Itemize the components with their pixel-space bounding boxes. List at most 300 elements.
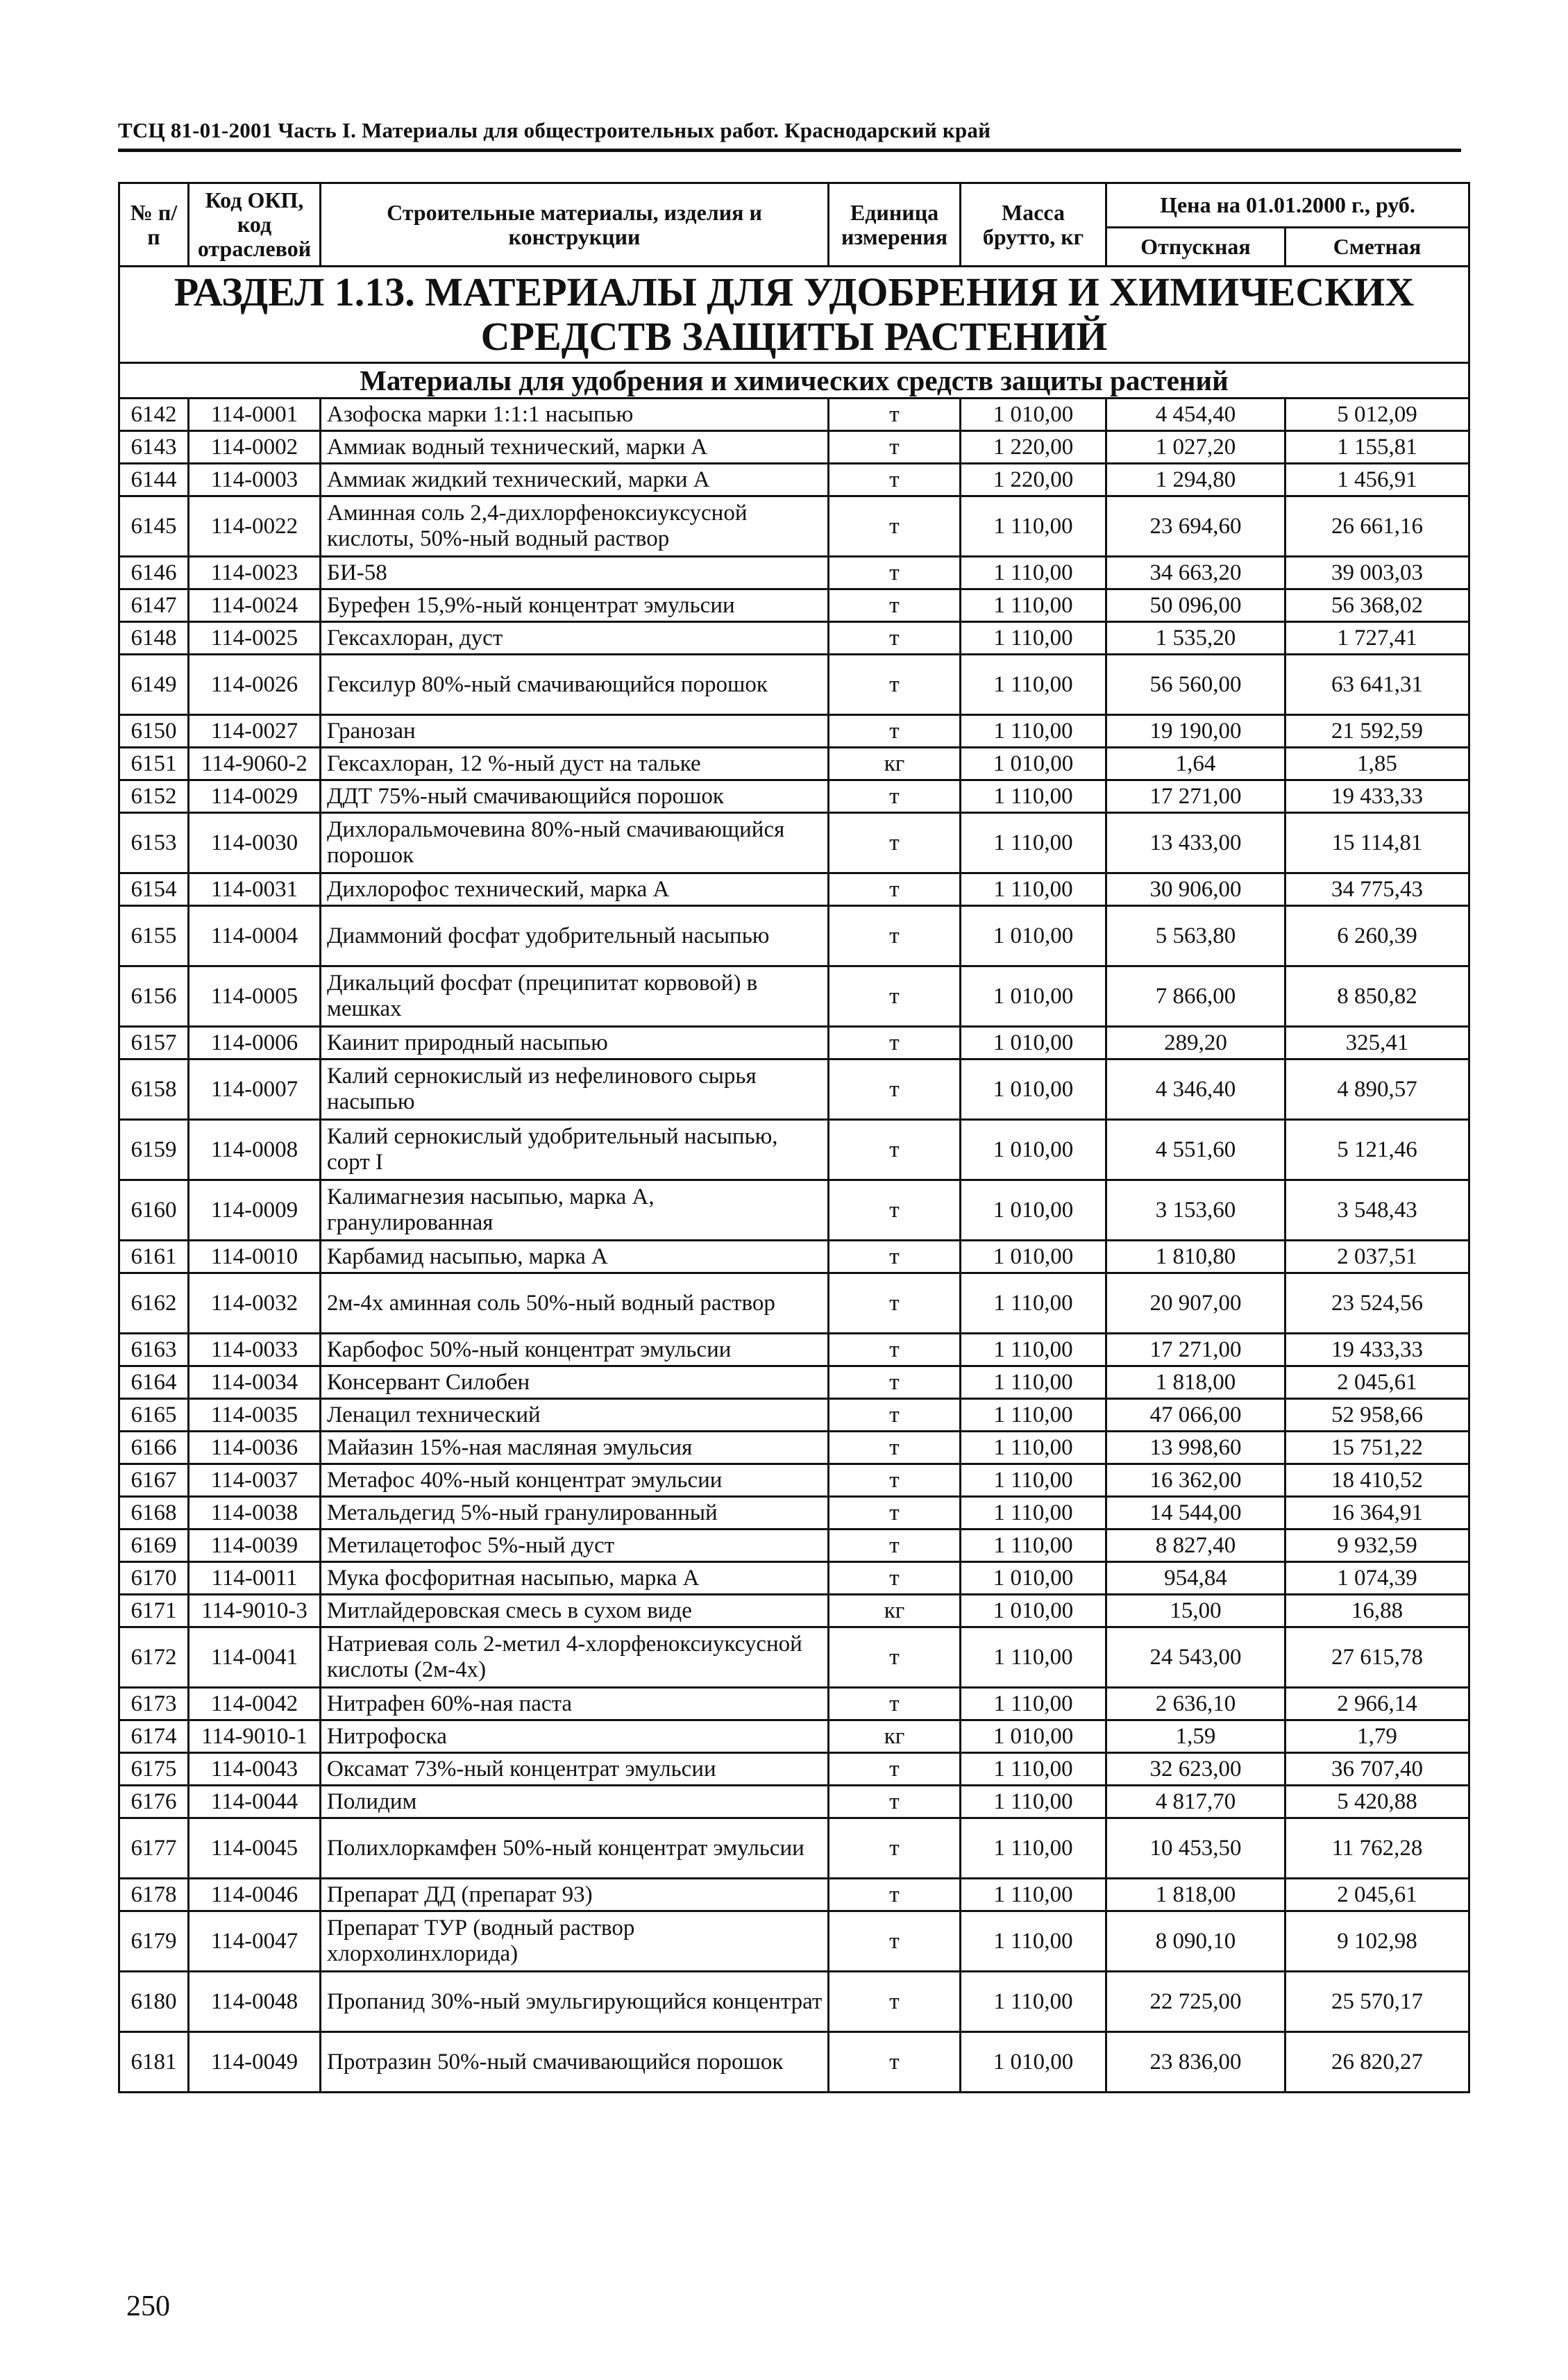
cell-unit: т — [829, 1753, 961, 1786]
cell-mass: 1 010,00 — [961, 399, 1106, 431]
cell-release: 19 190,00 — [1106, 715, 1285, 748]
table-row — [119, 1464, 1469, 1497]
cell-code: 114-0024 — [189, 589, 321, 622]
cell-release: 7 866,00 — [1106, 966, 1285, 1027]
cell-name: Дикальций фосфат (преципитат корвовой) в мешках — [321, 966, 829, 1027]
cell-release: 13 433,00 — [1106, 813, 1285, 873]
cell-estimate: 5 121,46 — [1285, 1120, 1469, 1180]
cell-name: Нитрофоска — [321, 1720, 829, 1753]
cell-estimate: 1,79 — [1285, 1720, 1469, 1753]
cell-num: 6148 — [119, 622, 189, 655]
cell-release: 1 810,80 — [1106, 1241, 1285, 1273]
col-header-name: Строительные материалы, изделия и конструкции — [321, 183, 829, 267]
cell-num: 6174 — [119, 1720, 189, 1753]
cell-unit: т — [829, 906, 961, 966]
cell-code: 114-0042 — [189, 1688, 321, 1720]
cell-name: Аммиак водный технический, марки А — [321, 431, 829, 464]
cell-estimate: 34 775,43 — [1285, 873, 1469, 906]
cell-unit: т — [829, 496, 961, 557]
cell-estimate: 1,85 — [1285, 748, 1469, 780]
cell-unit: т — [829, 1497, 961, 1530]
cell-mass: 1 110,00 — [961, 813, 1106, 873]
cell-release: 50 096,00 — [1106, 589, 1285, 622]
cell-num: 6179 — [119, 1911, 189, 1972]
cell-release: 4 551,60 — [1106, 1120, 1285, 1180]
cell-code: 114-0001 — [189, 399, 321, 431]
cell-unit: т — [829, 399, 961, 431]
table-row — [119, 589, 1469, 622]
cell-name: Диаммоний фосфат удобрительный насыпью — [321, 906, 829, 966]
cell-release: 1 294,80 — [1106, 464, 1285, 496]
table-row — [119, 1497, 1469, 1530]
cell-code: 114-0025 — [189, 622, 321, 655]
cell-unit: т — [829, 873, 961, 906]
table-row — [119, 1879, 1469, 1911]
cell-mass: 1 110,00 — [961, 780, 1106, 813]
col-header-mass: Масса брутто, кг — [961, 183, 1106, 267]
cell-mass: 1 110,00 — [961, 1334, 1106, 1366]
cell-name: Митлайдеровская смесь в сухом виде — [321, 1595, 829, 1627]
cell-mass: 1 010,00 — [961, 1241, 1106, 1273]
cell-estimate: 52 958,66 — [1285, 1399, 1469, 1432]
cell-estimate: 9 932,59 — [1285, 1530, 1469, 1562]
cell-code: 114-0046 — [189, 1879, 321, 1911]
table-row — [119, 748, 1469, 780]
cell-num: 6166 — [119, 1432, 189, 1464]
cell-num: 6175 — [119, 1753, 189, 1786]
cell-mass: 1 010,00 — [961, 906, 1106, 966]
cell-num: 6149 — [119, 655, 189, 715]
cell-name: Метальдегид 5%-ный гранулированный — [321, 1497, 829, 1530]
table-row — [119, 1334, 1469, 1366]
cell-num: 6154 — [119, 873, 189, 906]
cell-num: 6176 — [119, 1786, 189, 1818]
cell-estimate: 11 762,28 — [1285, 1818, 1469, 1879]
cell-estimate: 15 114,81 — [1285, 813, 1469, 873]
cell-mass: 1 110,00 — [961, 1530, 1106, 1562]
cell-code: 114-9010-1 — [189, 1720, 321, 1753]
cell-unit: т — [829, 1334, 961, 1366]
table-row — [119, 1530, 1469, 1562]
cell-code: 114-0031 — [189, 873, 321, 906]
cell-release: 17 271,00 — [1106, 780, 1285, 813]
cell-unit: т — [829, 1059, 961, 1120]
cell-release: 4 346,40 — [1106, 1059, 1285, 1120]
cell-release: 1,59 — [1106, 1720, 1285, 1753]
header-rule — [118, 149, 1461, 152]
cell-code: 114-0011 — [189, 1562, 321, 1595]
cell-code: 114-0038 — [189, 1497, 321, 1530]
cell-mass: 1 110,00 — [961, 1366, 1106, 1399]
cell-mass: 1 010,00 — [961, 1180, 1106, 1241]
cell-release: 1 818,00 — [1106, 1879, 1285, 1911]
cell-unit: т — [829, 813, 961, 873]
cell-mass: 1 010,00 — [961, 966, 1106, 1027]
cell-release: 13 998,60 — [1106, 1432, 1285, 1464]
cell-estimate: 5 012,09 — [1285, 399, 1469, 431]
col-header-num: № п/п — [119, 183, 189, 267]
table-row — [119, 431, 1469, 464]
cell-mass: 1 110,00 — [961, 1879, 1106, 1911]
cell-unit: т — [829, 557, 961, 589]
cell-estimate: 9 102,98 — [1285, 1911, 1469, 1972]
cell-unit: т — [829, 1027, 961, 1059]
cell-name: Метилацетофос 5%-ный дуст — [321, 1530, 829, 1562]
cell-code: 114-0035 — [189, 1399, 321, 1432]
cell-mass: 1 010,00 — [961, 1120, 1106, 1180]
cell-release: 8 827,40 — [1106, 1530, 1285, 1562]
cell-release: 20 907,00 — [1106, 1273, 1285, 1334]
cell-code: 114-0032 — [189, 1273, 321, 1334]
cell-mass: 1 010,00 — [961, 748, 1106, 780]
cell-name: Нитрафен 60%-ная паста — [321, 1688, 829, 1720]
table-row — [119, 655, 1469, 715]
cell-code: 114-0009 — [189, 1180, 321, 1241]
cell-name: Гексахлоран, дуст — [321, 622, 829, 655]
cell-estimate: 15 751,22 — [1285, 1432, 1469, 1464]
cell-name: ДДТ 75%-ный смачивающийся порошок — [321, 780, 829, 813]
cell-estimate: 27 615,78 — [1285, 1627, 1469, 1688]
cell-name: БИ-58 — [321, 557, 829, 589]
materials-table — [118, 182, 1470, 2093]
cell-estimate: 56 368,02 — [1285, 589, 1469, 622]
cell-code: 114-0022 — [189, 496, 321, 557]
table-row — [119, 1972, 1469, 2032]
cell-code: 114-0008 — [189, 1120, 321, 1180]
cell-name: Калий сернокислый удобрительный насыпью, сорт I — [321, 1120, 829, 1180]
cell-estimate: 26 820,27 — [1285, 2032, 1469, 2093]
cell-num: 6177 — [119, 1818, 189, 1879]
cell-num: 6153 — [119, 813, 189, 873]
cell-name: Полидим — [321, 1786, 829, 1818]
table-row — [119, 1027, 1469, 1059]
cell-release: 954,84 — [1106, 1562, 1285, 1595]
cell-unit: т — [829, 1399, 961, 1432]
cell-num: 6142 — [119, 399, 189, 431]
cell-unit: т — [829, 1786, 961, 1818]
cell-code: 114-0010 — [189, 1241, 321, 1273]
page-number: 250 — [126, 2290, 170, 2322]
cell-code: 114-0006 — [189, 1027, 321, 1059]
cell-num: 6152 — [119, 780, 189, 813]
col-header-release: Отпускная — [1106, 228, 1285, 267]
table-row — [119, 1720, 1469, 1753]
cell-mass: 1 110,00 — [961, 1627, 1106, 1688]
cell-release: 34 663,20 — [1106, 557, 1285, 589]
cell-mass: 1 110,00 — [961, 1818, 1106, 1879]
table-row — [119, 496, 1469, 557]
cell-num: 6157 — [119, 1027, 189, 1059]
cell-release: 10 453,50 — [1106, 1818, 1285, 1879]
cell-name: Карбамид насыпью, марка А — [321, 1241, 829, 1273]
cell-estimate: 1 456,91 — [1285, 464, 1469, 496]
cell-name: Препарат ТУР (водный раствор хлорхолинхлорида) — [321, 1911, 829, 1972]
cell-mass: 1 110,00 — [961, 1753, 1106, 1786]
cell-unit: т — [829, 1972, 961, 2032]
table-row — [119, 1366, 1469, 1399]
cell-num: 6172 — [119, 1627, 189, 1688]
cell-code: 114-0036 — [189, 1432, 321, 1464]
cell-release: 14 544,00 — [1106, 1497, 1285, 1530]
cell-name: Бурефен 15,9%-ный концентрат эмульсии — [321, 589, 829, 622]
table-row — [119, 813, 1469, 873]
cell-num: 6170 — [119, 1562, 189, 1595]
cell-release: 24 543,00 — [1106, 1627, 1285, 1688]
cell-name: Метафос 40%-ный концентрат эмульсии — [321, 1464, 829, 1497]
cell-name: Гексахлоран, 12 %-ный дуст на тальке — [321, 748, 829, 780]
cell-unit: т — [829, 2032, 961, 2093]
cell-mass: 1 110,00 — [961, 1432, 1106, 1464]
cell-estimate: 25 570,17 — [1285, 1972, 1469, 2032]
cell-num: 6165 — [119, 1399, 189, 1432]
cell-estimate: 16 364,91 — [1285, 1497, 1469, 1530]
cell-unit: т — [829, 1464, 961, 1497]
cell-name: Дихлоральмочевина 80%-ный смачивающийся порошок — [321, 813, 829, 873]
table-row — [119, 1627, 1469, 1688]
cell-release: 4 817,70 — [1106, 1786, 1285, 1818]
cell-release: 23 836,00 — [1106, 2032, 1285, 2093]
table-row — [119, 1911, 1469, 1972]
cell-estimate: 2 045,61 — [1285, 1879, 1469, 1911]
cell-num: 6161 — [119, 1241, 189, 1273]
cell-estimate: 26 661,16 — [1285, 496, 1469, 557]
cell-release: 15,00 — [1106, 1595, 1285, 1627]
cell-unit: кг — [829, 1720, 961, 1753]
cell-code: 114-0030 — [189, 813, 321, 873]
table-row — [119, 1273, 1469, 1334]
cell-name: Оксамат 73%-ный концентрат эмульсии — [321, 1753, 829, 1786]
cell-estimate: 21 592,59 — [1285, 715, 1469, 748]
cell-unit: т — [829, 1120, 961, 1180]
cell-unit: т — [829, 1562, 961, 1595]
cell-release: 4 454,40 — [1106, 399, 1285, 431]
cell-name: Аминная соль 2,4-дихлорфеноксиуксусной кислоты, 50%-ный водный раствор — [321, 496, 829, 557]
cell-name: 2м-4х аминная соль 50%-ный водный раствор — [321, 1273, 829, 1334]
table-row — [119, 1432, 1469, 1464]
cell-estimate: 3 548,43 — [1285, 1180, 1469, 1241]
cell-mass: 1 110,00 — [961, 1497, 1106, 1530]
cell-code: 114-0044 — [189, 1786, 321, 1818]
cell-num: 6180 — [119, 1972, 189, 2032]
table-row — [119, 399, 1469, 431]
cell-mass: 1 110,00 — [961, 496, 1106, 557]
cell-num: 6164 — [119, 1366, 189, 1399]
cell-code: 114-9010-3 — [189, 1595, 321, 1627]
cell-name: Гранозан — [321, 715, 829, 748]
cell-mass: 1 010,00 — [961, 1595, 1106, 1627]
table-row — [119, 464, 1469, 496]
cell-unit: т — [829, 1818, 961, 1879]
cell-release: 16 362,00 — [1106, 1464, 1285, 1497]
cell-code: 114-0004 — [189, 906, 321, 966]
cell-name: Протразин 50%-ный смачивающийся порошок — [321, 2032, 829, 2093]
cell-code: 114-0033 — [189, 1334, 321, 1366]
cell-estimate: 1 155,81 — [1285, 431, 1469, 464]
cell-num: 6162 — [119, 1273, 189, 1334]
cell-estimate: 325,41 — [1285, 1027, 1469, 1059]
cell-mass: 1 110,00 — [961, 1972, 1106, 2032]
cell-estimate: 5 420,88 — [1285, 1786, 1469, 1818]
cell-num: 6181 — [119, 2032, 189, 2093]
cell-code: 114-0023 — [189, 557, 321, 589]
cell-estimate: 18 410,52 — [1285, 1464, 1469, 1497]
cell-estimate: 23 524,56 — [1285, 1273, 1469, 1334]
cell-release: 1 535,20 — [1106, 622, 1285, 655]
cell-name: Натриевая соль 2-метил 4-хлорфеноксиуксусной кислоты (2м-4х) — [321, 1627, 829, 1688]
cell-unit: т — [829, 966, 961, 1027]
cell-unit: т — [829, 1530, 961, 1562]
cell-num: 6158 — [119, 1059, 189, 1120]
cell-name: Калимагнезия насыпью, марка А, гранулированная — [321, 1180, 829, 1241]
col-header-price: Цена на 01.01.2000 г., руб. — [1106, 183, 1469, 228]
cell-code: 114-0045 — [189, 1818, 321, 1879]
cell-estimate: 6 260,39 — [1285, 906, 1469, 966]
cell-mass: 1 110,00 — [961, 1273, 1106, 1334]
section-title: РАЗДЕЛ 1.13. МАТЕРИАЛЫ ДЛЯ УДОБРЕНИЯ И ХИМИЧЕСКИХ СРЕДСТВ ЗАЩИТЫ РАСТЕНИЙ — [119, 267, 1469, 363]
cell-release: 1,64 — [1106, 748, 1285, 780]
cell-code: 114-0048 — [189, 1972, 321, 2032]
cell-mass: 1 220,00 — [961, 464, 1106, 496]
cell-estimate: 36 707,40 — [1285, 1753, 1469, 1786]
cell-unit: т — [829, 1688, 961, 1720]
cell-mass: 1 110,00 — [961, 1911, 1106, 1972]
cell-release: 2 636,10 — [1106, 1688, 1285, 1720]
cell-num: 6155 — [119, 906, 189, 966]
cell-release: 1 818,00 — [1106, 1366, 1285, 1399]
cell-mass: 1 110,00 — [961, 1464, 1106, 1497]
table-row — [119, 1241, 1469, 1273]
table-row — [119, 1120, 1469, 1180]
cell-release: 32 623,00 — [1106, 1753, 1285, 1786]
cell-name: Дихлорофос технический, марка А — [321, 873, 829, 906]
cell-unit: т — [829, 1911, 961, 1972]
cell-unit: кг — [829, 1595, 961, 1627]
cell-mass: 1 110,00 — [961, 1688, 1106, 1720]
document-header: ТСЦ 81-01-2001 Часть I. Материалы для общестроительных работ. Краснодарский край — [118, 118, 991, 142]
cell-num: 6156 — [119, 966, 189, 1027]
cell-release: 3 153,60 — [1106, 1180, 1285, 1241]
cell-estimate: 63 641,31 — [1285, 655, 1469, 715]
table-row — [119, 1562, 1469, 1595]
cell-mass: 1 110,00 — [961, 589, 1106, 622]
cell-code: 114-0026 — [189, 655, 321, 715]
table-row — [119, 1818, 1469, 1879]
col-header-code: Код ОКП, код отраслевой — [189, 183, 321, 267]
cell-code: 114-0047 — [189, 1911, 321, 1972]
cell-estimate: 8 850,82 — [1285, 966, 1469, 1027]
cell-estimate: 2 966,14 — [1285, 1688, 1469, 1720]
cell-estimate: 2 045,61 — [1285, 1366, 1469, 1399]
cell-num: 6150 — [119, 715, 189, 748]
cell-code: 114-0043 — [189, 1753, 321, 1786]
cell-code: 114-0005 — [189, 966, 321, 1027]
cell-name: Азофоска марки 1:1:1 насыпью — [321, 399, 829, 431]
cell-estimate: 1 727,41 — [1285, 622, 1469, 655]
cell-num: 6178 — [119, 1879, 189, 1911]
cell-name: Консервант Силобен — [321, 1366, 829, 1399]
table-row — [119, 780, 1469, 813]
cell-release: 5 563,80 — [1106, 906, 1285, 966]
cell-mass: 1 110,00 — [961, 715, 1106, 748]
cell-num: 6171 — [119, 1595, 189, 1627]
cell-name: Аммиак жидкий технический, марки А — [321, 464, 829, 496]
cell-num: 6143 — [119, 431, 189, 464]
cell-mass: 1 110,00 — [961, 655, 1106, 715]
cell-name: Калий сернокислый из нефелинового сырья насыпью — [321, 1059, 829, 1120]
cell-num: 6159 — [119, 1120, 189, 1180]
cell-mass: 1 010,00 — [961, 2032, 1106, 2093]
cell-code: 114-0049 — [189, 2032, 321, 2093]
cell-code: 114-0003 — [189, 464, 321, 496]
cell-code: 114-9060-2 — [189, 748, 321, 780]
cell-num: 6167 — [119, 1464, 189, 1497]
table-row — [119, 557, 1469, 589]
table-row — [119, 1399, 1469, 1432]
cell-release: 17 271,00 — [1106, 1334, 1285, 1366]
cell-unit: т — [829, 715, 961, 748]
cell-release: 22 725,00 — [1106, 1972, 1285, 2032]
table-row — [119, 1688, 1469, 1720]
cell-mass: 1 110,00 — [961, 1399, 1106, 1432]
col-header-unit: Единица измерения — [829, 183, 961, 267]
cell-mass: 1 010,00 — [961, 1027, 1106, 1059]
table-row — [119, 1753, 1469, 1786]
cell-code: 114-0041 — [189, 1627, 321, 1688]
subsection-title: Материалы для удобрения и химических средств защиты растений — [119, 363, 1469, 399]
cell-num: 6169 — [119, 1530, 189, 1562]
cell-release: 23 694,60 — [1106, 496, 1285, 557]
table-row — [119, 873, 1469, 906]
cell-estimate: 1 074,39 — [1285, 1562, 1469, 1595]
cell-num: 6144 — [119, 464, 189, 496]
cell-num: 6163 — [119, 1334, 189, 1366]
cell-unit: т — [829, 464, 961, 496]
cell-unit: т — [829, 431, 961, 464]
cell-unit: т — [829, 1180, 961, 1241]
cell-num: 6160 — [119, 1180, 189, 1241]
cell-mass: 1 010,00 — [961, 1720, 1106, 1753]
table-row — [119, 1180, 1469, 1241]
cell-release: 47 066,00 — [1106, 1399, 1285, 1432]
cell-name: Ленацил технический — [321, 1399, 829, 1432]
cell-code: 114-0002 — [189, 431, 321, 464]
cell-estimate: 2 037,51 — [1285, 1241, 1469, 1273]
cell-mass: 1 110,00 — [961, 873, 1106, 906]
table-row — [119, 1595, 1469, 1627]
cell-unit: т — [829, 1627, 961, 1688]
cell-unit: т — [829, 1432, 961, 1464]
cell-mass: 1 110,00 — [961, 557, 1106, 589]
cell-mass: 1 010,00 — [961, 1059, 1106, 1120]
cell-num: 6146 — [119, 557, 189, 589]
cell-estimate: 16,88 — [1285, 1595, 1469, 1627]
cell-code: 114-0039 — [189, 1530, 321, 1562]
cell-release: 30 906,00 — [1106, 873, 1285, 906]
cell-code: 114-0034 — [189, 1366, 321, 1399]
cell-mass: 1 010,00 — [961, 1562, 1106, 1595]
cell-name: Пропанид 30%-ный эмульгирующийся концентрат — [321, 1972, 829, 2032]
cell-name: Препарат ДД (препарат 93) — [321, 1879, 829, 1911]
cell-num: 6151 — [119, 748, 189, 780]
table-row — [119, 622, 1469, 655]
table-row — [119, 906, 1469, 966]
cell-unit: т — [829, 622, 961, 655]
cell-release: 1 027,20 — [1106, 431, 1285, 464]
cell-unit: кг — [829, 748, 961, 780]
cell-unit: т — [829, 1273, 961, 1334]
cell-unit: т — [829, 1879, 961, 1911]
cell-name: Полихлоркамфен 50%-ный концентрат эмульсии — [321, 1818, 829, 1879]
